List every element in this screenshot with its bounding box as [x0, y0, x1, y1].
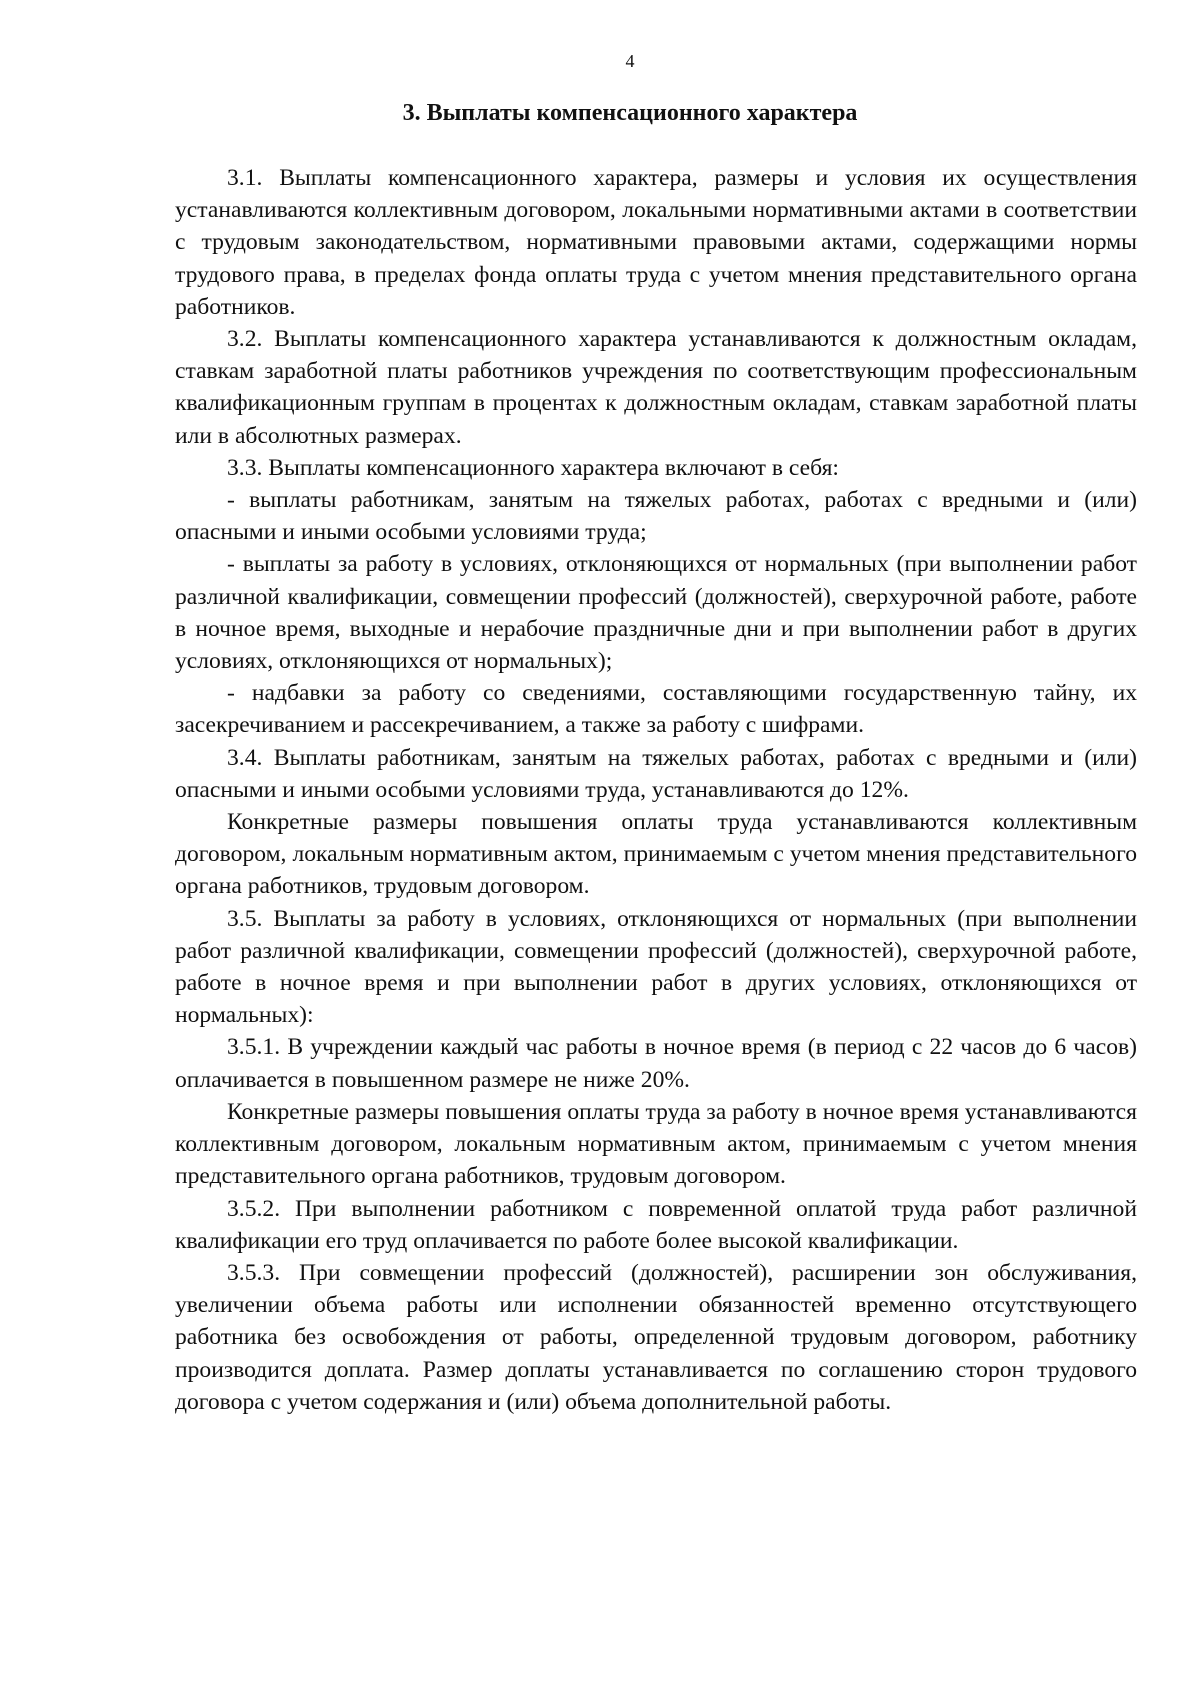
section-title: 3. Выплаты компенсационного характера [402, 100, 858, 126]
paragraph-3-5-3: 3.5.3. При совмещении профессий (должностей), расширении зон обслуживания, увеличении объема работы или исполнении обязанностей временно отсутствующего работника без освобождения от работы, определенной трудовым договором, работнику производится доплата. Размер доплаты устанавливается по соглашению сторон трудового договора с учетом содержания и (или) объема дополнительной работы. [175, 1259, 1137, 1415]
paragraph-3-5: 3.5. Выплаты за работу в условиях, отклоняющихся от нормальных (при выполнении работ различной квалификации, совмещении профессий (должностей), сверхурочной работе, работе в ночное время и при выполнении работ в других условиях, отклоняющихся от нормальных): [175, 905, 1137, 1029]
paragraph-3-4-specific: Конкретные размеры повышения оплаты труда устанавливаются коллективным договором, локальным нормативным актом, принимаемым с учетом мнения представительного органа работников, трудовым договором. [175, 809, 1137, 900]
document-body [175, 162, 1137, 1418]
list-item-state-secret: - надбавки за работу со сведениями, составляющими государственную тайну, их засекречиванием и рассекречиванием, а также за работу с шифрами. [175, 680, 1137, 739]
paragraph-3-4: 3.4. Выплаты работникам, занятым на тяжелых работах, работах с вредными и (или) опасными и иными особыми условиями труда, устанавливаются до 12%. [175, 744, 1137, 803]
paragraph-3-1: 3.1. Выплаты компенсационного характера, размеры и условия их осуществления устанавливаются коллективным договором, локальными нормативными актами в соответствии с трудовым законодательством, нормативными правовыми актами, содержащими нормы трудового права, в пределах фонда оплаты труда с учетом мнения представительного органа работников. [175, 165, 1137, 320]
page-number: 4 [625, 51, 635, 71]
list-item-abnormal-conditions: - выплаты за работу в условиях, отклоняющихся от нормальных (при выполнении работ различной квалификации, совмещении профессий (должностей), сверхурочной работе, работе в ночное время, выходные и нерабочие праздничные дни и при выполнении работ в других условиях, отклоняющихся от нормальных); [175, 551, 1137, 675]
paragraph-3-5-1: 3.5.1. В учреждении каждый час работы в ночное время (в период с 22 часов до 6 часов) оплачивается в повышенном размере не ниже 20%. [175, 1034, 1137, 1093]
paragraph-3-2: 3.2. Выплаты компенсационного характера устанавливаются к должностным окладам, ставкам заработной платы работников учреждения по соответствующим профессиональным квалификационным группам в процентах к должностным окладам, ставкам заработной платы или в абсолютных размерах. [175, 326, 1137, 449]
list-item-hazardous-work: - выплаты работникам, занятым на тяжелых работах, работах с вредными и (или) опасными и иными особыми условиями труда; [175, 487, 1137, 546]
paragraph-3-3: 3.3. Выплаты компенсационного характера включают в себя: [227, 454, 839, 481]
paragraph-3-5-1-specific: Конкретные размеры повышения оплаты труда за работу в ночное время устанавливаются коллективным договором, локальным нормативным актом, принимаемым с учетом мнения представительного органа работников, трудовым договором. [175, 1098, 1137, 1190]
paragraph-3-5-2: 3.5.2. При выполнении работником с повременной оплатой труда работ различной квалификации его труд оплачивается по работе более высокой квалификации. [175, 1195, 1137, 1254]
